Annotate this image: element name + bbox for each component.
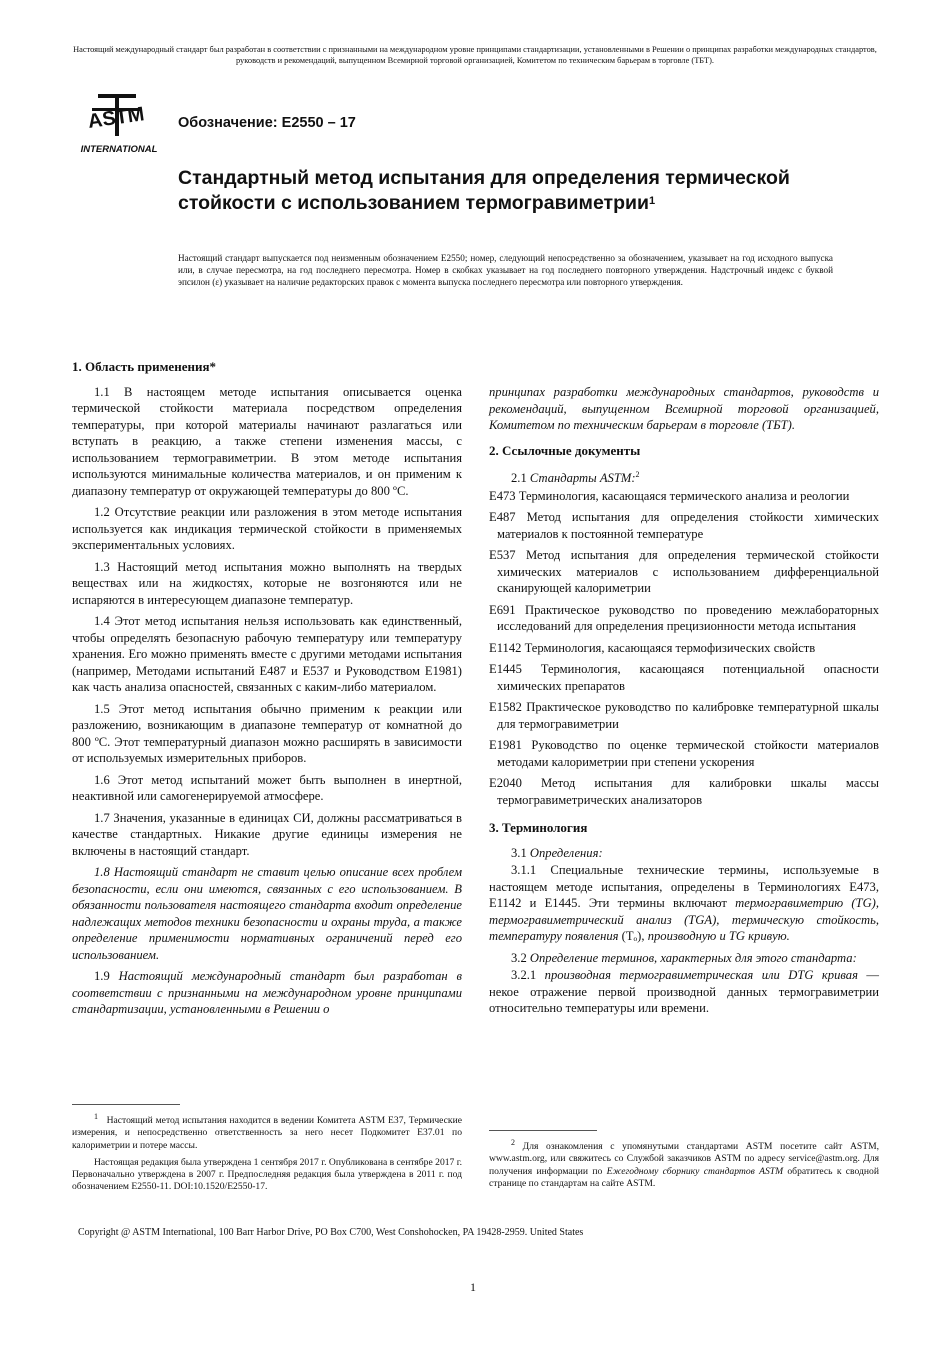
reference-code: E537 bbox=[489, 548, 516, 563]
para-3-1-1-symbol: (Tₒ), bbox=[621, 929, 645, 944]
reference-item bbox=[489, 488, 879, 505]
para-3-1-1-end: производную и TG кривую. bbox=[647, 929, 790, 944]
para-3-2-1 bbox=[489, 967, 879, 1017]
para-1-7: 1.7 Значения, указанные в единицах СИ, должны рассматриваться в качестве стандартных. Никакие другие единицы измерения не включены в настоящий стандарт. bbox=[72, 810, 462, 858]
reference-item bbox=[489, 509, 879, 542]
section-2-heading: 2. Ссылочные документы bbox=[489, 442, 641, 458]
subsection-3-2-label: Определение терминов, характерных для этого стандарта: bbox=[529, 950, 857, 965]
footnote-1 bbox=[72, 1111, 462, 1152]
reference-title: Руководство по оценке термической стойкости материалов методами калориметрии при степени ускорения bbox=[497, 738, 879, 769]
copyright: Copyright @ ASTM International, 100 Barr Harbor Drive, PO Box C700, West Conshohocken, PA 19428-2959. United States bbox=[78, 1227, 584, 1238]
subsection-2-1-number: 2.1 bbox=[511, 471, 530, 486]
para-3-2-1-number: 3.2.1 bbox=[511, 968, 545, 983]
title-footnote-mark: 1 bbox=[649, 194, 656, 207]
reference-code: E2040 bbox=[489, 776, 522, 791]
reference-code: E1981 bbox=[489, 738, 522, 753]
para-1-9-text: Настоящий международный стандарт был разработан в соответствии с признанными на международном уровне принципами стандартизации, установленными в Решении о bbox=[72, 969, 462, 1016]
document-title bbox=[178, 166, 798, 215]
footnote-1-text: Настоящий метод испытания находится в ведении Комитета ASTM E37, Термические измерения, и непосредственно ответственность за него несет Подкомитет E37.01 по калориметрии и потере массы. bbox=[72, 1115, 462, 1151]
logo-subtitle: INTERNATIONAL bbox=[80, 144, 158, 155]
para-1-8: 1.8 Настоящий стандарт не ставит целью описание всех проблем безопасности, если они имеются, связанных с его использованием. В обязанности пользователя настоящего стандарта входит определение надлежащих методов техники безопасности и охраны труда, а также определение применимости нормативных ограничений перед его использованием. bbox=[72, 865, 462, 962]
subsection-2-1 bbox=[489, 467, 879, 487]
reference-item bbox=[489, 640, 879, 657]
subsection-3-1-number: 3.1 bbox=[511, 845, 530, 860]
subsection-2-1-label: Стандарты ASTM: bbox=[529, 471, 636, 486]
subsection-2-1-mark: 2 bbox=[635, 470, 640, 479]
para-1-4: 1.4 Этот метод испытания нельзя использовать как единственный, чтобы определять безопасную рабочую температуру или температуру хранения. Его можно применять вместе с другими методами испытания (например, Методами испытаний E487 и E537 и Руководством E1981) как часть анализа опасностей, связанных с каким-либо материалом. bbox=[72, 614, 462, 694]
footnote-1-mark: 1 bbox=[94, 1112, 98, 1121]
reference-item bbox=[489, 699, 879, 732]
para-3-2-1-term: производная термогравиметрическая или DTG кривая bbox=[544, 968, 858, 983]
para-1-3: 1.3 Настоящий метод испытания можно выполнять на твердых веществах или на жидкостях, которые не возгоняются или не испаряются в интересующем диапазоне температур. bbox=[72, 559, 462, 607]
reference-item bbox=[489, 775, 879, 808]
reference-list bbox=[489, 488, 879, 809]
para-3-2-1-definition: — некое отражение первой производной данных термогравиметрии относительно температуры или времени. bbox=[489, 968, 879, 1016]
reference-code: E473 bbox=[489, 488, 516, 503]
para-3-1-1-terms: термогравиметрию (TG), термогравиметрический анализ (TGA), термическую стойкость, температуру появления bbox=[489, 896, 880, 944]
footnote-1-approval: Настоящая редакция была утверждена 1 сентября 2017 г. Опубликована в сентябре 2017 г. Первоначально утверждена в 2007 г. Предпоследняя редакция была утверждена в 2011 г. под обозначением E2550-11. DOI:10.1520/E2550-17. bbox=[72, 1156, 462, 1193]
right-footnotes bbox=[489, 1130, 879, 1195]
top-notice: Настоящий международный стандарт был разработан в соответствии с признанными на международном уровне принципами стандартизации, установленными в Решении о принципах разработки международных стандартов, руководств и рекомендаций, выпущенном Всемирной торговой организацией, Комитетом по техническим барьерам в торговле (ТБТ). bbox=[73, 45, 877, 65]
logo-letters: ASTM bbox=[86, 103, 146, 133]
astm-logo bbox=[78, 86, 160, 156]
para-3-1-1 bbox=[489, 862, 879, 945]
footnote-2-text-end: обратитесь к сводной странице по стандартам на сайте ASTM. bbox=[489, 1165, 879, 1189]
para-1-9 bbox=[72, 968, 462, 1018]
reference-title: Метод испытания для калибровки шкалы массы термогравиметрических анализаторов bbox=[497, 776, 879, 807]
para-1-5: 1.5 Этот метод испытания обычно применим к реакции или разложению, возникающим в диапазоне температур от комнатной до 800 ºС. Этот температурный диапазон можно расширять в зависимости от используемых измерительных приборов. bbox=[72, 701, 462, 765]
para-1-9-continued: принципах разработки международных стандартов, руководств и рекомендаций, выпущенном Всемирной торговой организацией, Комитетом по техническим барьерам в торговле (ТБТ). bbox=[489, 385, 879, 432]
para-1-1: 1.1 В настоящем методе испытания описывается оценка термической стойкости материала посредством определения температуры, при которой материалы начинают разлагаться или вступать в реакцию, а также степени изменения массы, с использованием термогравиметрии. В этом методе испытания используются минимальные количества материалов, и он применим к диапазону температур от окружающей температуры до 800 ºС. bbox=[72, 384, 462, 498]
para-1-6: 1.6 Этот метод испытаний может быть выполнен в инертной, неактивной или самогенерируемой атмосфере. bbox=[72, 772, 462, 803]
page-number: 1 bbox=[470, 1280, 476, 1294]
para-3-1-1-text: 3.1.1 Специальные технические термины, используемые в настоящем методе испытания, определены в Терминологиях E473, E1142 и E1445. Эти термины включают bbox=[489, 863, 879, 911]
reference-code: E691 bbox=[489, 602, 516, 617]
designation: Обозначение: E2550 – 17 bbox=[178, 115, 356, 131]
reference-item bbox=[489, 661, 879, 694]
footnote-2-mark: 2 bbox=[511, 1138, 515, 1147]
reference-item bbox=[489, 547, 879, 597]
reference-item bbox=[489, 602, 879, 635]
section-3-heading: 3. Терминология bbox=[489, 820, 588, 836]
reference-title: Практическое руководство по проведению межлабораторных исследований для определения прецизионности метода испытания bbox=[497, 602, 879, 634]
title-text: Стандартный метод испытания для определения термической стойкости с использованием термогравиметрии bbox=[178, 167, 790, 214]
footnote-2 bbox=[489, 1137, 879, 1190]
reference-code: E1142 bbox=[489, 640, 522, 655]
reference-code: E1445 bbox=[489, 662, 522, 677]
left-footnotes bbox=[72, 1104, 462, 1198]
subsection-3-1 bbox=[489, 845, 879, 862]
issue-note: Настоящий стандарт выпускается под неизменным обозначением E2550; номер, следующий непосредственно за обозначением, указывает на год исходного выпуска или, в случае пересмотра, на год последнего пересмотра. Номер в скобках указывает на год последнего повторного утверждения. Надстрочный индекс с буквой эпсилон (ε) указывает на наличие редакторских правок с момента выпуска последнего пересмотра или повторного утверждения. bbox=[178, 253, 833, 288]
para-1-2: 1.2 Отсутствие реакции или разложения в этом методе испытания используется как индикация термической стойкости в применяемых экспериментальных условиях. bbox=[72, 505, 462, 552]
subsection-3-2-number: 3.2 bbox=[511, 950, 530, 965]
reference-item bbox=[489, 737, 879, 770]
footnote-rule bbox=[72, 1104, 180, 1105]
reference-title: Терминология, касающаяся потенциальной опасности химических препаратов bbox=[497, 662, 879, 693]
subsection-3-1-label: Определения: bbox=[529, 845, 603, 860]
right-column bbox=[489, 384, 879, 1022]
footnote-2-italic: Ежегодному сборнику стандартов ASTM bbox=[606, 1165, 784, 1177]
subsection-3-2 bbox=[489, 950, 879, 967]
reference-title: Практическое руководство по калибровке температурной шкалы для термогравиметрии bbox=[497, 700, 879, 731]
reference-code: E1582 bbox=[489, 700, 522, 715]
reference-title: Терминология, касающаяся термофизических свойств bbox=[524, 640, 816, 655]
footnote-2-text: Для ознакомления с упомянутыми стандартами ASTM посетите сайт ASTM, www.astm.org, или свяжитесь со Службой заказчиков ASTM по адресу service@astm.org. Для получения информации по bbox=[489, 1141, 879, 1177]
reference-title: Метод испытания для определения термической стойкости химических материалов с использованием дифференциальной сканирующей калориметрии bbox=[497, 548, 879, 596]
left-column bbox=[72, 359, 462, 1023]
footnote-rule bbox=[489, 1130, 597, 1131]
para-1-9-number: 1.9 bbox=[94, 969, 119, 983]
section-1-heading: 1. Область применения* bbox=[72, 359, 216, 374]
reference-title: Метод испытания для определения стойкости химических материалов к постоянной температуре bbox=[497, 510, 879, 541]
reference-title: Терминология, касающаяся термического анализа и реологии bbox=[518, 488, 850, 503]
reference-code: E487 bbox=[489, 510, 516, 525]
